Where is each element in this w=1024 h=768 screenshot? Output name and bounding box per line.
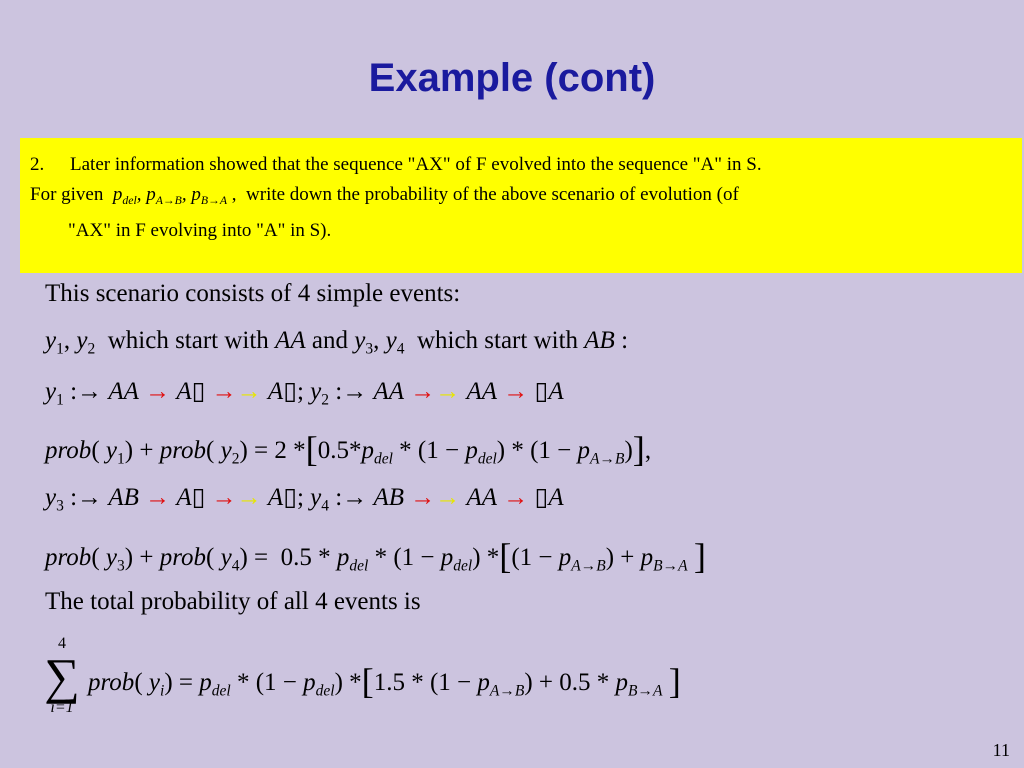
question-line-1 [30, 150, 1012, 180]
question-box [20, 138, 1022, 273]
events-text-1: which start with [107, 327, 269, 354]
question-line-2: For given $p_{del}$, $p_{A\to B}$, $p_{B\to A}$ , write down the probability of the above scenario of evolution (of [30, 184, 739, 208]
intro-text: This scenario consists of 4 simple events: [45, 280, 461, 307]
question-text-2a: For given [30, 184, 104, 205]
formula-y1-y2: $y_1$ :→ AA → A▯ →→ A▯; $y_2$ :→ AA →→ AA → ▯A [45, 378, 564, 409]
events-text-2: which start with [416, 327, 579, 354]
question-number: 2. [30, 154, 45, 175]
total-text: The total probability of all 4 events is [45, 588, 421, 615]
slide-title: Example (cont) [368, 56, 656, 100]
question-text-1: Later information showed that the sequence "AX" of F evolved into the sequence "A" in S. [70, 154, 762, 175]
summation-symbol: 4 ∑ i=1 [42, 636, 82, 716]
sum-lower: i=1 [50, 699, 74, 716]
formula-prob-y3-y4: prob( $y_3$) + prob( $y_4) = 0.5 * p_{del} * (1 - p_{del})$ $*[(1 - p_{A\to B}) + p_{B\to A}$ ] [45, 536, 706, 576]
formula-total: prob( $y_i) = p_{del} * (1 - p_{del})$ $*[1.5 * (1 - p_{A\to B}) + 0.5 * p_{B\to A}$ ] [88, 661, 681, 701]
question-text-2b: write down the probability of the above scenario of evolution (of [246, 184, 739, 205]
formula-prob-y1-y2: prob( $y_1$) + prob( $y_2) = 2$ $*[0.5*p_{del} * (1 - p_{del}) * (1 - p_{A\to B})]$, [45, 429, 652, 469]
params-formula: $p_{del}$, $p_{A\to B}$, $p_{B\to A}$ [112, 184, 228, 208]
events-and: and [311, 327, 348, 354]
sum-upper: 4 [58, 635, 66, 652]
events-line: $y_1$, $y_2$ which start with AA and $y_3$, $y_4$ which start with AB : [45, 327, 629, 358]
page-number: 11 [992, 740, 1010, 760]
formula-y3-y4: $y_3$ :→ AB → A▯ →→ A▯; $y_4$ :→ AB →→ AA → ▯A [45, 484, 564, 515]
question-line-3: "AX" in F evolving into "A" in S). [68, 220, 332, 242]
